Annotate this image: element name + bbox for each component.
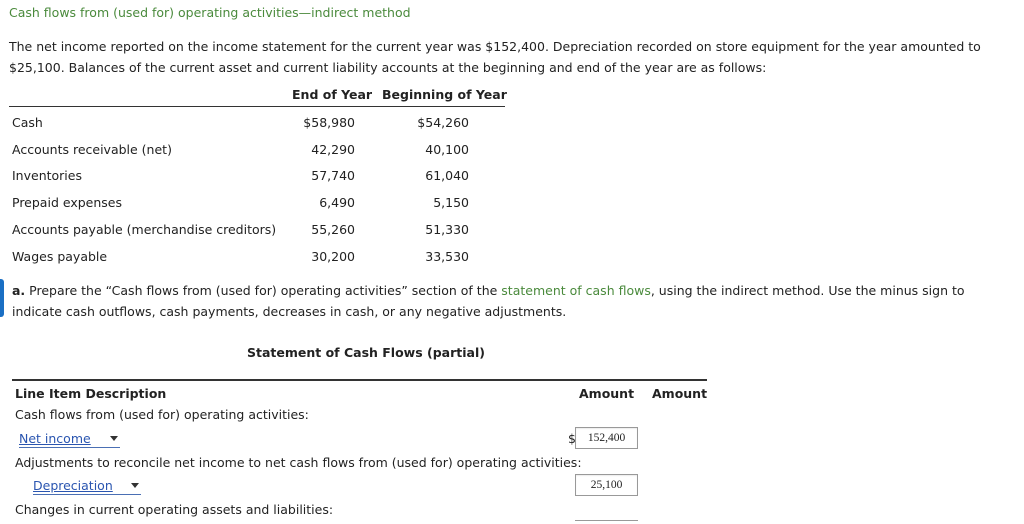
- depreciation-select-value: Depreciation: [33, 478, 113, 493]
- row-label: Accounts payable (merchandise creditors): [12, 222, 277, 237]
- question-a: [12, 280, 1017, 322]
- beginning-value: 51,330: [425, 222, 469, 237]
- adjustments-heading: Adjustments to reconcile net income to net cash flows from (used for) operating activities:: [15, 455, 582, 470]
- statement-header-rule: [12, 379, 707, 381]
- row-label: Inventories: [12, 168, 82, 183]
- row-label: Wages payable: [12, 249, 108, 264]
- end-value: 30,200: [311, 249, 355, 264]
- page-title: Cash flows from (used for) operating activities—indirect method: [9, 5, 411, 20]
- active-question-indicator: [0, 279, 4, 317]
- net-income-select-value: Net income: [19, 431, 91, 446]
- row-label: Prepaid expenses: [12, 195, 122, 210]
- table-row: [0, 195, 520, 222]
- end-of-year-header: End of Year: [292, 87, 373, 102]
- beginning-value: 40,100: [425, 142, 469, 157]
- question-text-before: Prepare the “Cash flows from (used for) operating activities” section of the: [25, 283, 502, 298]
- beginning-value: 61,040: [425, 168, 469, 183]
- operating-activities-heading: Cash flows from (used for) operating activities:: [15, 407, 309, 422]
- beginning-value: 5,150: [433, 195, 469, 210]
- intro-paragraph: The net income reported on the income statement for the current year was $152,400. Depreciation recorded on store equipment for the year amounted to $25,100. Balances of the current asset and current liability accounts at the beginning and end of the year are as follows:: [9, 39, 981, 75]
- beginning-of-year-header: Beginning of Year: [382, 87, 507, 102]
- changes-heading: Changes in current operating assets and liabilities:: [15, 502, 334, 517]
- next-amount-input[interactable]: [575, 520, 638, 524]
- row-label: Cash: [12, 115, 43, 130]
- header-rule: [9, 106, 505, 107]
- line-item-description-header: Line Item Description: [15, 386, 167, 401]
- end-value: $58,980: [303, 115, 355, 130]
- depreciation-amount-input[interactable]: 25,100: [575, 474, 638, 496]
- table-row: [0, 142, 520, 169]
- depreciation-select[interactable]: [33, 478, 141, 495]
- end-value: 6,490: [319, 195, 355, 210]
- statement-of-cash-flows-link[interactable]: statement of cash flows: [501, 283, 651, 298]
- question-text-after: , using the indirect method. Use the minus sign to indicate cash outflows, cash payments, decreases in cash, or any negative adjustments.: [12, 283, 965, 319]
- row-label: Accounts receivable (net): [12, 142, 172, 157]
- net-income-select[interactable]: [19, 431, 120, 448]
- amount-header-2: Amount: [652, 386, 708, 401]
- table-row: [0, 249, 520, 276]
- table-row: [0, 222, 520, 249]
- net-income-amount-input[interactable]: 152,400: [575, 427, 638, 449]
- question-prefix: a.: [12, 283, 26, 298]
- end-value: 57,740: [311, 168, 355, 183]
- statement-title: Statement of Cash Flows (partial): [247, 345, 485, 360]
- dollar-sign: $: [568, 431, 576, 446]
- amount-header-1: Amount: [579, 386, 635, 401]
- table-row: [0, 168, 520, 195]
- end-value: 55,260: [311, 222, 355, 237]
- chevron-down-icon: [110, 436, 118, 441]
- chevron-down-icon: [131, 483, 139, 488]
- end-value: 42,290: [311, 142, 355, 157]
- table-row: [0, 115, 520, 142]
- beginning-value: 33,530: [425, 249, 469, 264]
- beginning-value: $54,260: [417, 115, 469, 130]
